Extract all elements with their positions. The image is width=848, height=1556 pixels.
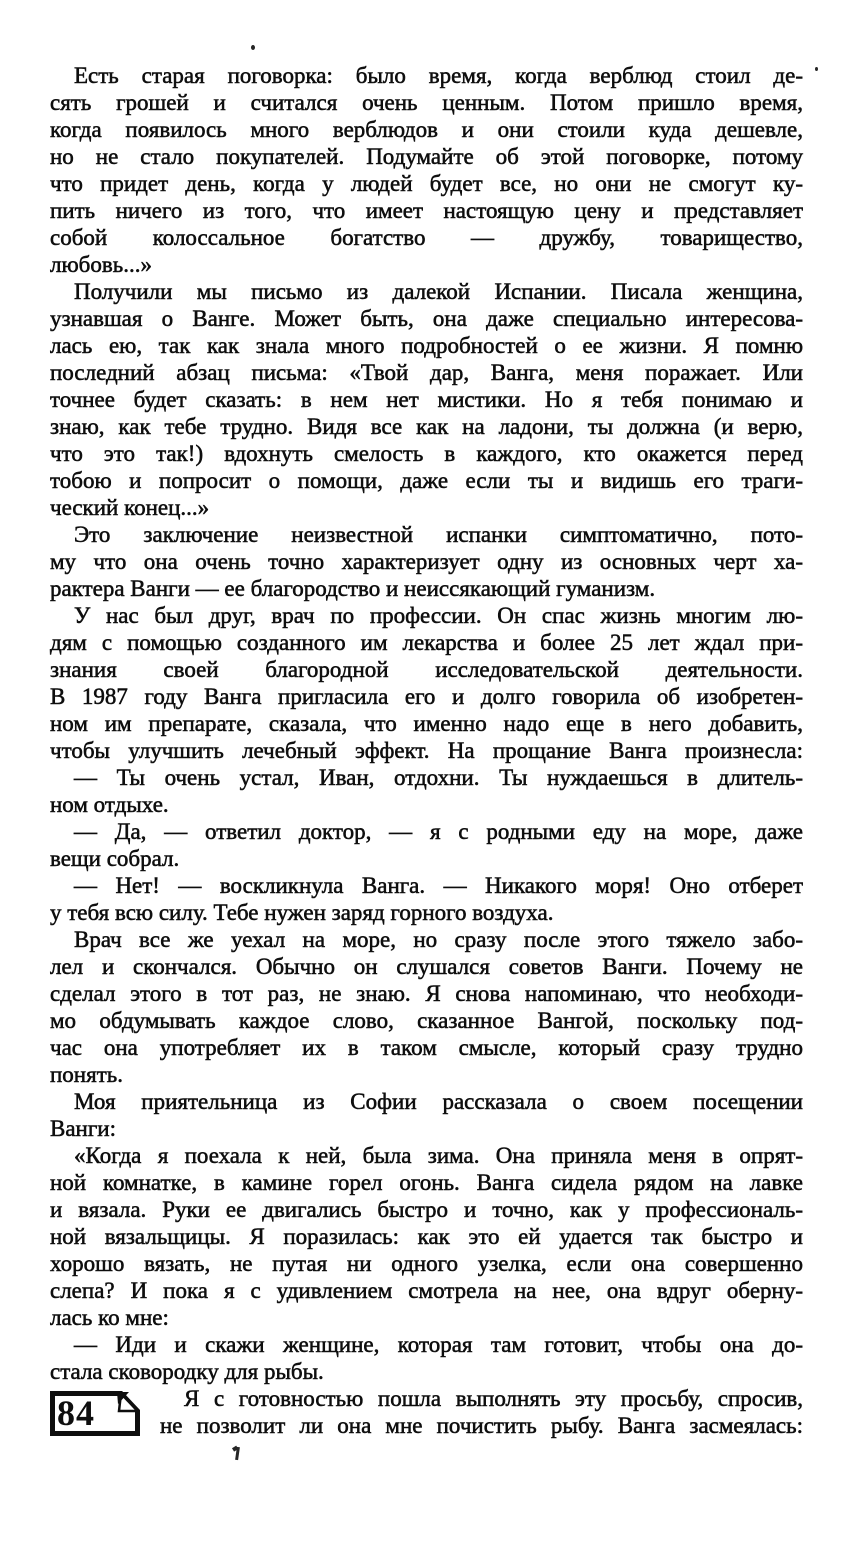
paragraph	[50, 521, 803, 602]
text-line: и вязала. Руки ее двигались быстро и точно, как у профессиональ-	[50, 1197, 803, 1222]
scan-speck	[815, 67, 818, 71]
paragraph	[50, 818, 803, 872]
text-line: что это так!) вдохнуть смелость в каждого, кто окажется перед	[50, 441, 803, 466]
text-line: Это заключение неизвестной испанки симптоматично, пото-	[74, 522, 803, 547]
text-line: что придет день, когда у людей будет все, но они не смогут ку-	[50, 171, 803, 196]
text-line: рактера Ванги — ее благородство и неиссякающий гуманизм.	[50, 576, 656, 601]
text-line: лел и скончался. Обычно он слушался советов Ванги. Почему не	[50, 954, 803, 979]
text-line: знаю, как тебе трудно. Видя все как на ладони, ты должна (и верю,	[50, 414, 803, 439]
page-number: 84	[57, 1393, 95, 1433]
text-line: знания своей благородной исследовательской деятельности.	[50, 657, 803, 682]
text-line: ном отдыхе.	[50, 792, 169, 817]
text-line: Получили мы письмо из далекой Испании. Писала женщина,	[74, 279, 803, 304]
text-line: У нас был друг, врач по профессии. Он спас жизнь многим лю-	[74, 603, 803, 628]
text-line: Врач все же уехал на море, но сразу после этого тяжело забо-	[74, 927, 803, 952]
text-line: — Нет! — воскликнула Ванга. — Никакого моря! Оно отберет	[74, 873, 803, 898]
text-line: — Ты очень устал, Иван, отдохни. Ты нуждаешься в длитель-	[74, 765, 803, 790]
text-line: вещи собрал.	[50, 846, 180, 871]
text-line: но не стало покупателей. Подумайте об этой поговорке, потому	[50, 144, 803, 169]
text-line: мо обдумывать каждое слово, сказанное Вангой, поскольку под-	[50, 1008, 803, 1033]
text-line: понять.	[50, 1062, 123, 1087]
text-line: точнее будет сказать: в нем нет мистики. Но я тебя понимаю и	[50, 387, 803, 412]
scan-speck	[235, 1447, 240, 1460]
text-line: стала сковородку для рыбы.	[50, 1359, 324, 1384]
text-line: собой колоссальное богатство — дружбу, товарищество,	[50, 225, 803, 250]
text-line: ной комнатке, в камине горел огонь. Ванга сидела рядом на лавке	[50, 1170, 803, 1195]
text-line: — Да, — ответил доктор, — я с родными еду на море, даже	[74, 819, 803, 844]
text-line: у тебя всю силу. Тебе нужен заряд горного воздуха.	[50, 900, 554, 925]
text-line: дям с помощью созданного им лекарства и более 25 лет ждал при-	[50, 630, 803, 655]
scan-speck	[251, 45, 255, 50]
text-line: ческий конец...»	[50, 495, 210, 520]
text-line: — Иди и скажи женщине, которая там готовит, чтобы она до-	[74, 1332, 803, 1357]
final-paragraph	[50, 1385, 803, 1439]
text-line: сделал этого в тот раз, не знаю. Я снова напоминаю, что необходи-	[50, 981, 803, 1006]
text-line: ной вязальщицы. Я поразилась: как это ей удается так быстро и	[50, 1224, 803, 1249]
text-line: В 1987 году Ванга пригласила его и долго говорила об изобретен-	[50, 684, 803, 709]
text-line: последний абзац письма: «Твой дар, Ванга, меня поражает. Или	[50, 360, 803, 385]
text-line: не позволит ли она мне почистить рыбу. Ванга засмеялась:	[160, 1413, 803, 1438]
text-line: Есть старая поговорка: было время, когда верблюд стоил де-	[74, 63, 803, 88]
paragraph	[50, 1088, 803, 1142]
text-line: любовь...»	[50, 252, 152, 277]
text-line: час она употребляет их в таком смысле, который сразу трудно	[50, 1035, 803, 1060]
text-line: тобою и попросит о помощи, даже если ты и видишь его траги-	[50, 468, 803, 493]
text-line: хорошо вязать, не путая ни одного узелка, если она совершенно	[50, 1251, 803, 1276]
paragraph	[50, 872, 803, 926]
paragraph	[50, 926, 803, 1088]
text-line: сять грошей и считался очень ценным. Потом пришло время,	[50, 90, 803, 115]
paragraph	[50, 602, 803, 764]
text-line: Я с готовностью пошла выполнять эту просьбу, спросив,	[184, 1386, 803, 1411]
text-line: лась ею, так как знала много подробностей о ее жизни. Я помню	[50, 333, 803, 358]
text-line: Моя приятельница из Софии рассказала о своем посещении	[74, 1089, 803, 1114]
text-line: лась ко мне:	[50, 1305, 169, 1330]
paragraph	[50, 1331, 803, 1385]
paragraph	[50, 278, 803, 521]
paragraph	[50, 764, 803, 818]
text-line: когда появилось много верблюдов и они стоили куда дешевле,	[50, 117, 803, 142]
text-line: пить ничего из того, что имеет настоящую цену и представляет	[50, 198, 803, 223]
text-line: узнавшая о Ванге. Может быть, она даже специально интересова-	[50, 306, 803, 331]
text-line: ном им препарате, сказала, что именно надо еще в него добавить,	[50, 711, 803, 736]
text-line: чтобы улучшить лечебный эффект. На прощание Ванга произнесла:	[50, 738, 803, 763]
text-line: му что она очень точно характеризует одну из основных черт ха-	[50, 549, 803, 574]
page-number-badge	[50, 1391, 140, 1436]
text-line: слепа? И пока я с удивлением смотрела на нее, она вдруг оберну-	[50, 1278, 803, 1303]
text-line: Ванги:	[50, 1116, 116, 1141]
paragraph	[50, 62, 803, 278]
text-line: «Когда я поехала к ней, была зима. Она приняла меня в опрят-	[74, 1143, 803, 1168]
text-block	[50, 62, 803, 1439]
paragraph	[50, 1142, 803, 1331]
